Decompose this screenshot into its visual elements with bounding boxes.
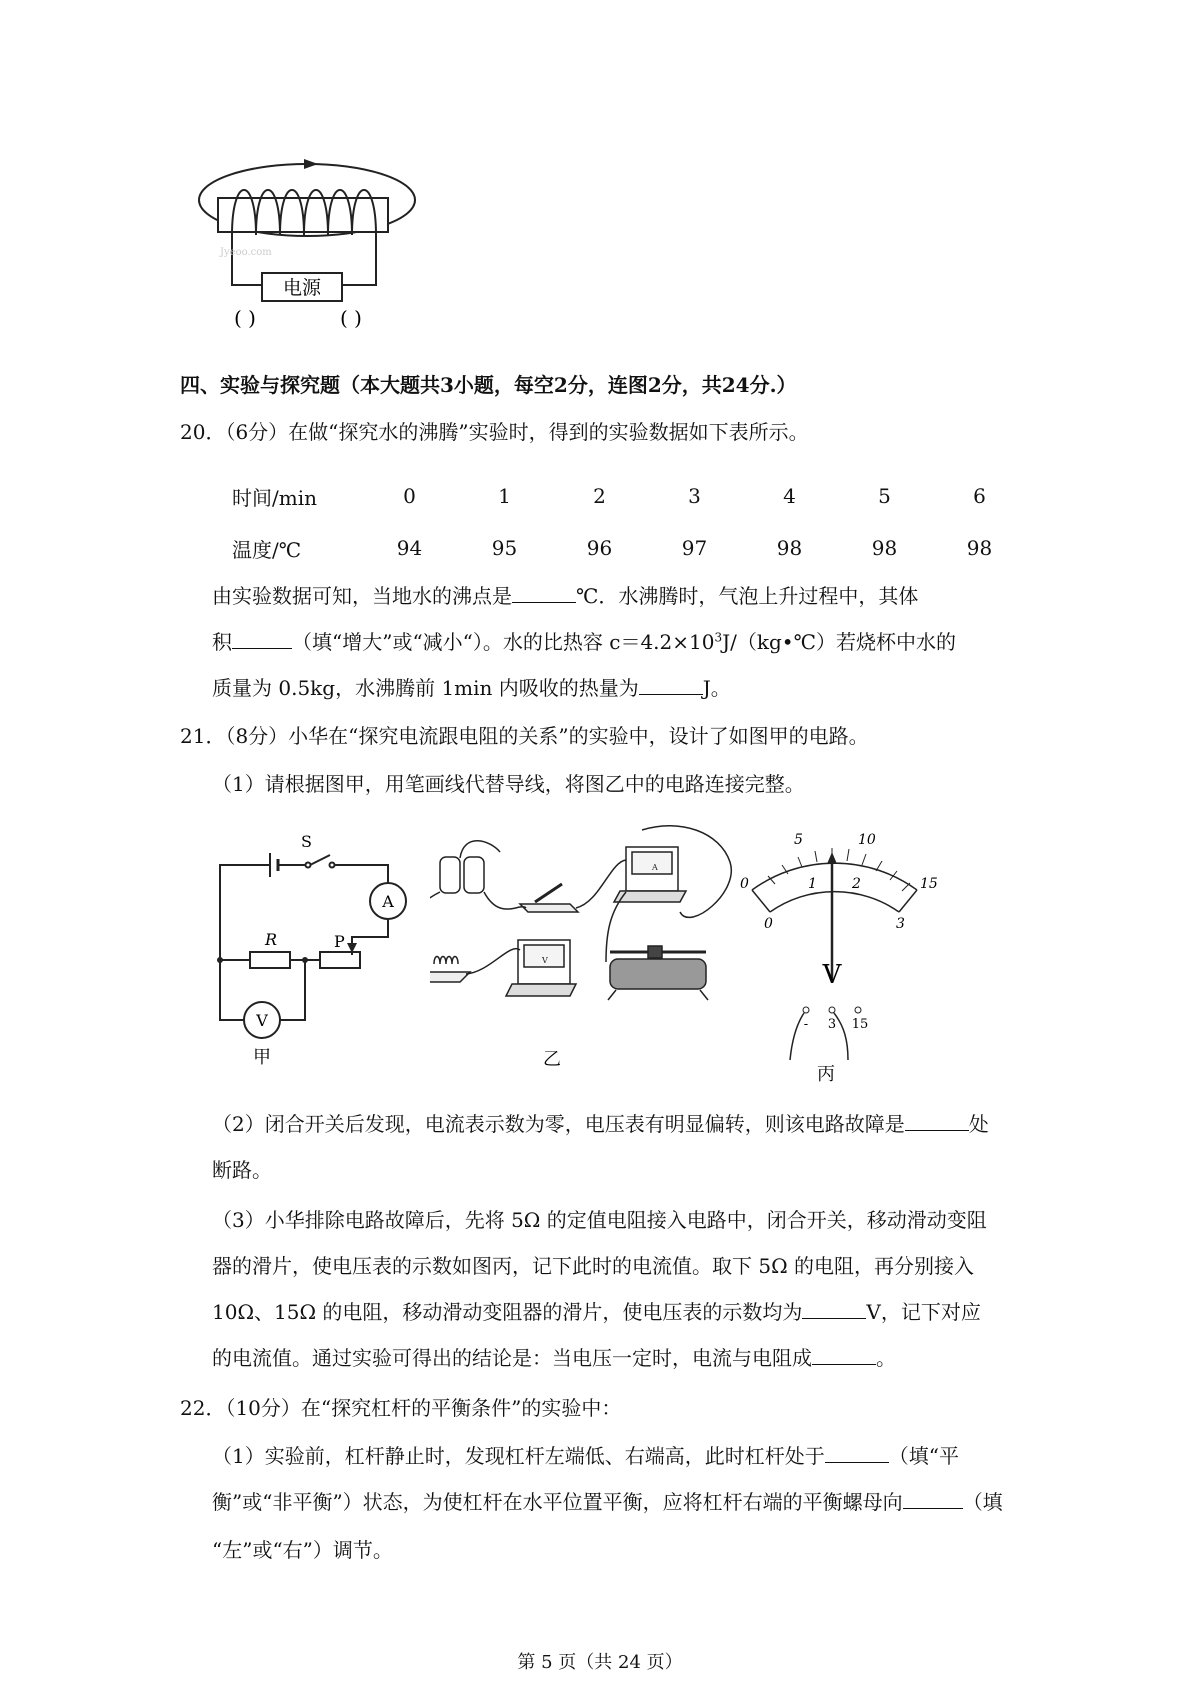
answer-blank[interactable]	[512, 602, 576, 603]
rheostat-device	[610, 959, 706, 989]
q20-line2	[212, 628, 956, 656]
solenoid-figure	[190, 155, 450, 355]
page-footer: 第 5 页（共 24 页）	[517, 1652, 683, 1673]
table-cell: 95	[491, 536, 518, 560]
table-row	[212, 470, 1027, 522]
answer-blank[interactable]	[825, 1462, 889, 1463]
field-arrow-icon	[304, 159, 318, 169]
text: 衡”或“非平衡”）状态，为使杠杆在水平位置平衡，应将杠杆右端的平衡螺母向	[212, 1490, 903, 1514]
q21-part3-line4	[212, 1344, 896, 1372]
answer-blank[interactable]	[639, 694, 703, 695]
text: （填“平	[888, 1444, 959, 1468]
row-label-temp: 温度/℃	[232, 537, 302, 562]
table-cell: 98	[871, 536, 898, 560]
table-cell: 98	[776, 536, 803, 560]
svg-text:V: V	[542, 956, 548, 965]
text: （2）闭合开关后发现，电流表示数为零，电压表有明显偏转，则该电路故障是	[212, 1112, 905, 1136]
q21-part3-line3	[212, 1298, 981, 1326]
exponent: 3	[714, 630, 723, 645]
svg-text:A: A	[652, 863, 658, 872]
q21-part1: （1）请根据图甲，用笔画线代替导线，将图乙中的电路连接完整。	[212, 772, 805, 796]
dial-tick-marks	[768, 848, 910, 891]
text: （填“增大”或“减小“）。水的比热容 c＝4.2×10	[292, 630, 715, 654]
table-cell: 98	[966, 536, 993, 560]
left-paren: ( )	[234, 306, 256, 330]
text: 质量为 0.5kg，水沸腾前 1min 内吸收的热量为	[212, 676, 639, 700]
right-paren: ( )	[340, 306, 362, 330]
inner-tick-label: 3	[896, 916, 905, 932]
q20-stem: 20．（6分）在做“探究水的沸腾”实验时，得到的实验数据如下表所示。	[180, 420, 809, 444]
q21-part2-line2: 断路。	[212, 1158, 272, 1182]
needle-tip-icon	[827, 852, 837, 864]
table-cell: 1	[498, 484, 511, 508]
table-cell: 3	[688, 484, 701, 508]
slider-label: P	[334, 932, 345, 951]
right-wire	[342, 235, 376, 285]
table-cell: 2	[593, 484, 606, 508]
outer-tick-label: 10	[858, 832, 876, 848]
text: 。	[876, 1346, 896, 1370]
coil-resistor	[430, 972, 470, 982]
voltmeter-label: V	[256, 1011, 268, 1030]
answer-blank[interactable]	[903, 1508, 963, 1509]
dial-unit-label: V	[822, 960, 842, 990]
table-cell: 94	[396, 536, 423, 560]
battery	[464, 857, 484, 893]
q22-stem: 22．（10分）在“探究杠杆的平衡条件”的实验中：	[180, 1396, 622, 1420]
section-title: 四、实验与探究题（本大题共3小题，每空2分，连图2分，共24分.）	[180, 373, 797, 397]
table-row	[212, 522, 1027, 574]
resistor-label: R	[265, 930, 278, 949]
power-label: 电源	[282, 277, 322, 299]
inner-tick-label: 0	[764, 916, 773, 932]
table-cell: 97	[681, 536, 708, 560]
text: 的电流值。通过实验可得出的结论是：当电压一定时，电流与电阻成	[212, 1346, 812, 1370]
q22-part1-line1	[212, 1442, 959, 1470]
text: （填	[962, 1490, 1003, 1514]
left-wire	[232, 235, 262, 285]
q20-line3	[212, 674, 731, 702]
text: V，记下对应	[866, 1300, 981, 1324]
inner-tick-label: 1	[808, 876, 817, 892]
table-cell: 96	[586, 536, 613, 560]
boiling-data-table	[212, 470, 1027, 574]
battery	[440, 857, 460, 893]
terminal-label: -	[803, 1017, 809, 1032]
outer-tick-label: 0	[740, 876, 749, 892]
q21-part2-line1	[212, 1110, 989, 1138]
outer-tick-label: 15	[920, 876, 938, 892]
q21-part3-line1: （3）小华排除电路故障后，先将 5Ω 的定值电阻接入电路中，闭合开关，移动滑动变阻	[212, 1208, 987, 1232]
watermark: Jyeoo.com	[220, 247, 272, 258]
answer-blank[interactable]	[802, 1318, 866, 1319]
figure-caption-yi: 乙	[543, 1049, 561, 1070]
text: J/（kg•℃）若烧杯中水的	[722, 630, 956, 654]
circuit-diagram-jia	[210, 825, 420, 1065]
row-label-time: 时间/min	[232, 485, 317, 510]
ammeter-label: A	[382, 892, 394, 911]
table-cell: 0	[403, 484, 416, 508]
text: ℃．水沸腾时，气泡上升过程中，其体	[576, 584, 919, 608]
answer-blank[interactable]	[232, 648, 292, 649]
text: 处	[968, 1112, 989, 1136]
text: 积	[212, 630, 232, 654]
q20-line1	[212, 582, 918, 610]
outer-tick-label: 5	[794, 832, 803, 848]
switch-label: S	[301, 832, 312, 851]
text: J。	[702, 676, 731, 700]
table-cell: 6	[973, 484, 986, 508]
text: （1）实验前，杠杆静止时，发现杠杆左端低、右端高，此时杠杆处于	[212, 1444, 825, 1468]
terminal-label: 15	[851, 1017, 869, 1032]
text: 由实验数据可知，当地水的沸点是	[212, 584, 512, 608]
table-cell: 4	[783, 484, 796, 508]
voltmeter-dial-bing	[720, 830, 950, 1085]
q21-stem: 21．（8分）小华在“探究电流跟电阻的关系”的实验中，设计了如图甲的电路。	[180, 724, 869, 748]
knife-switch	[520, 904, 578, 912]
q21-part3-line2: 器的滑片，使电压表的示数如图丙，记下此时的电流值。取下 5Ω 的电阻，再分别接入	[212, 1254, 975, 1278]
figure-caption-jia: 甲	[253, 1047, 271, 1065]
figure-caption-bing: 丙	[817, 1064, 835, 1085]
answer-blank[interactable]	[905, 1130, 969, 1131]
q22-part1-line2	[212, 1488, 1003, 1516]
q22-part1-line3: “左”或“右”）调节。	[212, 1538, 393, 1562]
table-cell: 5	[878, 484, 891, 508]
terminal-label: 3	[827, 1017, 837, 1032]
text: 10Ω、15Ω 的电阻，移动滑动变阻器的滑片，使电压表的示数均为	[212, 1300, 803, 1324]
answer-blank[interactable]	[812, 1364, 876, 1365]
inner-tick-label: 2	[852, 876, 861, 892]
